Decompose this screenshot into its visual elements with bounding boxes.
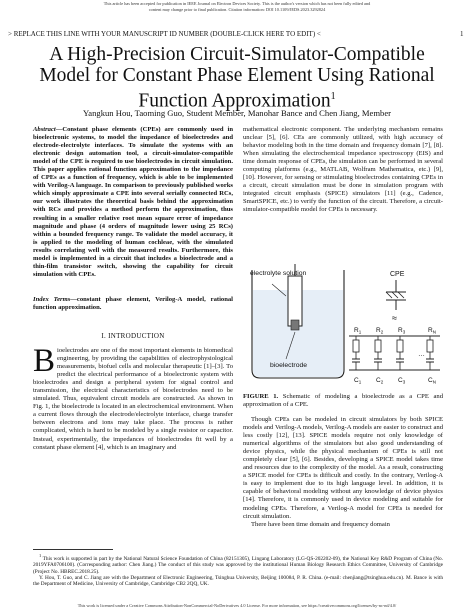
label-cn: $C_N$ <box>428 377 436 385</box>
introduction-paragraph <box>33 343 233 452</box>
cpe-symbol <box>386 280 406 310</box>
approx-symbol: ≈ <box>392 313 397 323</box>
abstract: Abstract—Constant phase elements (CPEs) are commonly used in bioelectronic systems, to model the impedance of bioelectrodes and electrode-electrolyte interfaces. To simulate the systems with an electronic design automation tool, a circuit-simulator-compatible model of the CPE is required to use bioelectrodes in circuit simulation. This paper applies rational function approximation to the impedance of CPEs as a function of frequency, which is able to be implemented with Verilog-A language. In comparison to previously published works which simply approximate a CPE into several serially connected RCs, our work illustrates the theoretical basis behind the approximation with RCs and provides a method perform the approximation, thus resulting in a smaller relative root mean square error of impedance magnitude and phase (4 orders of magnitude lower using 25 RCs) within a bounded frequency range. To validate the model accuracy, it is applied to the modeling of human cochleae, with the simulated results correlating well with the measured results. Furthermore, this model is implemented in a circuit that includes a bioelectrode and a thin-film transistor switch, showing the capability for circuit simulation with CPEs. <box>33 126 233 278</box>
rc-cell <box>352 336 360 370</box>
index-terms-lead: Index Terms <box>33 296 71 303</box>
index-terms: Index Terms—constant phase element, Verilog-A model, rational function approximation. <box>33 296 234 312</box>
label-r2: $R_2$ <box>376 327 384 335</box>
figure-1-caption <box>243 393 443 409</box>
abstract-lead: Abstract <box>33 126 56 133</box>
right-column-paragraph-1: mathematical electronic component. The underlying mechanism remains unclear [5], [6]. CEs are commonly utilized, with high accuracy of behavior modeling both in the time domain and frequency domain [7], [8]. When simulating the electrochemical impedance spectroscopy (EIS) and time domain response of CPEs, the simulation can be performed in several computing platforms (e.g., MATLAB, Wolfram Mathematica, etc.) [9], [10]. However, for sensing or stimulating bioelectrodes containing CPEs in a circuit, circuit simulation must be done in simulation program with integrated circuit emphasis (SPICE) simulators [11] (e.g., Cadence, SmartSPICE, etc.) to verify the function of the circuit. Therefore, a circuit-simulator-compatible model for CPEs is necessary. <box>243 126 443 214</box>
resistor-symbol <box>353 340 359 352</box>
rc-cell <box>374 336 382 370</box>
label-c1: $C_1$ <box>354 377 362 385</box>
label-c3: $C_3$ <box>398 377 406 385</box>
section-heading-introduction: I. INTRODUCTION <box>101 332 165 340</box>
label-electrolyte-solution: electrolyte solution <box>250 270 307 277</box>
drop-cap: B <box>33 343 56 379</box>
footnotes <box>33 553 443 588</box>
right-column-paragraph-2 <box>243 416 443 529</box>
author-list: Yangkun Hou, Taoming Guo, Student Member, Manohar Bance and Chen Jiang, Member <box>82 108 392 118</box>
index-terms-text: constant phase element, Verilog-A model, rational function approximation. <box>33 296 234 312</box>
title-footnote-marker: 1 <box>330 91 336 102</box>
label-c2: $C_2$ <box>376 377 384 385</box>
label-cpe: CPE <box>390 271 405 278</box>
publication-notice-line-2: content may change prior to final publication. Citation information: DOI 10.1109/JEDS.2023.3292824 <box>148 7 326 12</box>
page-number: 1 <box>460 30 464 38</box>
manuscript-id-placeholder: > REPLACE THIS LINE WITH YOUR MANUSCRIPT ID NUMBER (DOUBLE-CLICK HERE TO EDIT) < <box>8 30 321 38</box>
resistor-symbol <box>397 340 403 352</box>
resistor-symbol <box>427 340 433 352</box>
figure-caption-lead: FIGURE 1. <box>243 393 279 400</box>
resistor-symbol <box>375 340 381 352</box>
label-r1: $R_1$ <box>354 327 362 335</box>
paragraph-3-text: There have been time domain and frequency domain <box>251 520 390 528</box>
rc-ladder <box>349 336 440 370</box>
footnote-funding: $^1$ This work is supported in part by the National Natural Science Foundation of China (82151305), Lingang Laboratory (LG-QS-202202-09), the National Key R&D Program of China (No. 2019YFA0706100). (Corresponding author: Chen Jiang.) The conduct of this study was approved by the institutional Human Biology Research Ethics Committee, University of Cambridge (Project No. HBREC.2018.25). <box>33 553 443 575</box>
introduction-text: ioelectrodes are one of the most important elements in biomedical engineering, by providing the capabilities of electrophysiological measurements, biofuel cells and molecular therapeutic [1]–[3]. To predict the electrical performance of a bioelectronic system with bioelectrodes and design a peripheral system for signal control and transmission, the electrical characteristics of bioelectrodes need to be simulated. Thus, equivalent circuit models are constructed. As shown in Fig. 1, the bioelectrode is located in an electrochemical environment. When a current flows through the electrode/electrolyte interface, charge transfer between electrons and ions may take place. The process is rather complicated, which is hard to be modeled by a single resistor or capacitor. Instead, experimentally, the impedances of bioelectrodes fit well by a constant phase element [4], which is an imaginary and <box>33 347 233 451</box>
paper-title <box>30 44 444 112</box>
paper-title-text: A High-Precision Circuit-Simulator-Compatible Model for Constant Phase Element Using Rational Function Approximation <box>39 44 435 112</box>
figure-caption-text: Schematic of modeling a bioelectrode as a CPE and approximation of a CPE. <box>243 393 443 409</box>
footnote-rule <box>33 549 113 550</box>
figure-1-schematic <box>246 262 442 390</box>
paragraph-2-text: Though CPEs can be modeled in circuit simulators by both SPICE models and Verilog-A models, Verilog-A models are easier to construct and less costly [12], [13]. SPICE models require not only knowledge of numerical algorithms of the simulators but also good understanding of device physics, while the physical mechanism of CPEs is still not completely clear [5], [6]. Besides, developing a SPICE model takes time and resources due to the complexity of the model. As a result, constructing a SPICE model for CPEs is difficult and costly. In the contrary, Verilog-A is easy to implement due to its high language level. In addition, it is capable of behavioral modeling without any knowledge of device physics [14]. Therefore, it is commonly used in device modeling and suitable for modeling CPEs. Therefore, a Verilog-A model for CPEs is needed for circuit simulation. <box>243 416 443 520</box>
rc-cell <box>396 336 404 370</box>
ladder-ellipsis: … <box>418 351 425 358</box>
license-footer: This work is licensed under a Creative Commons Attribution-NonCommercial-NoDerivatives 4.0 License. For more information, see https://creativecommons.org/licenses/by-nc-nd/4.0/ <box>77 603 397 608</box>
publication-notice-line-1: This article has been accepted for publication in IEEE Journal on Electron Devices Society. This is the author's version which has not been fully edited and <box>103 1 371 6</box>
label-bioelectrode: bioelectrode <box>270 362 308 369</box>
abstract-text: Constant phase elements (CPEs) are commonly used in bioelectronic systems, to model the impedance of bioelectrodes and electrode-electrolyte interfaces. To simulate the systems with an electronic design automation tool, a circuit-simulator-compatible model of the CPE is required to use bioelectrodes in circuit simulation. This paper applies rational function approximation to the impedance of CPEs as a function of frequency, which is able to be implemented with Verilog-A language. In comparison to previously published works which simply approximate a CPE into several serially connected RCs, our work illustrates the theoretical basis behind the approximation with RCs and provides a method perform the approximation, thus resulting in a smaller relative root mean square error of impedance magnitude and phase (4 orders of magnitude lower using 25 RCs) within a bounded frequency range. To validate the model accuracy, it is applied to the modeling of human cochleae, with the simulated results correlating well with the measured results. Furthermore, this model is implemented in a circuit that includes a bioelectrode and a thin-film transistor switch, showing the capability for circuit simulation with CPEs. <box>33 126 233 278</box>
footnote-affiliations: Y. Hou, T. Guo, and C. Jiang are with the Department of Electronic Engineering, Tsinghua University, Beijing 100084, P. R. China. (e-mail: chenjiang@tsinghua.edu.cn). M. Bance is with the Department of Medicine, University of Cambridge, Cambridge CB2 2QQ, UK. <box>33 574 443 588</box>
rc-cell <box>426 336 434 370</box>
beaker-illustration <box>252 264 344 378</box>
label-r3: $R_3$ <box>398 327 406 335</box>
label-rn: $R_N$ <box>428 327 436 335</box>
